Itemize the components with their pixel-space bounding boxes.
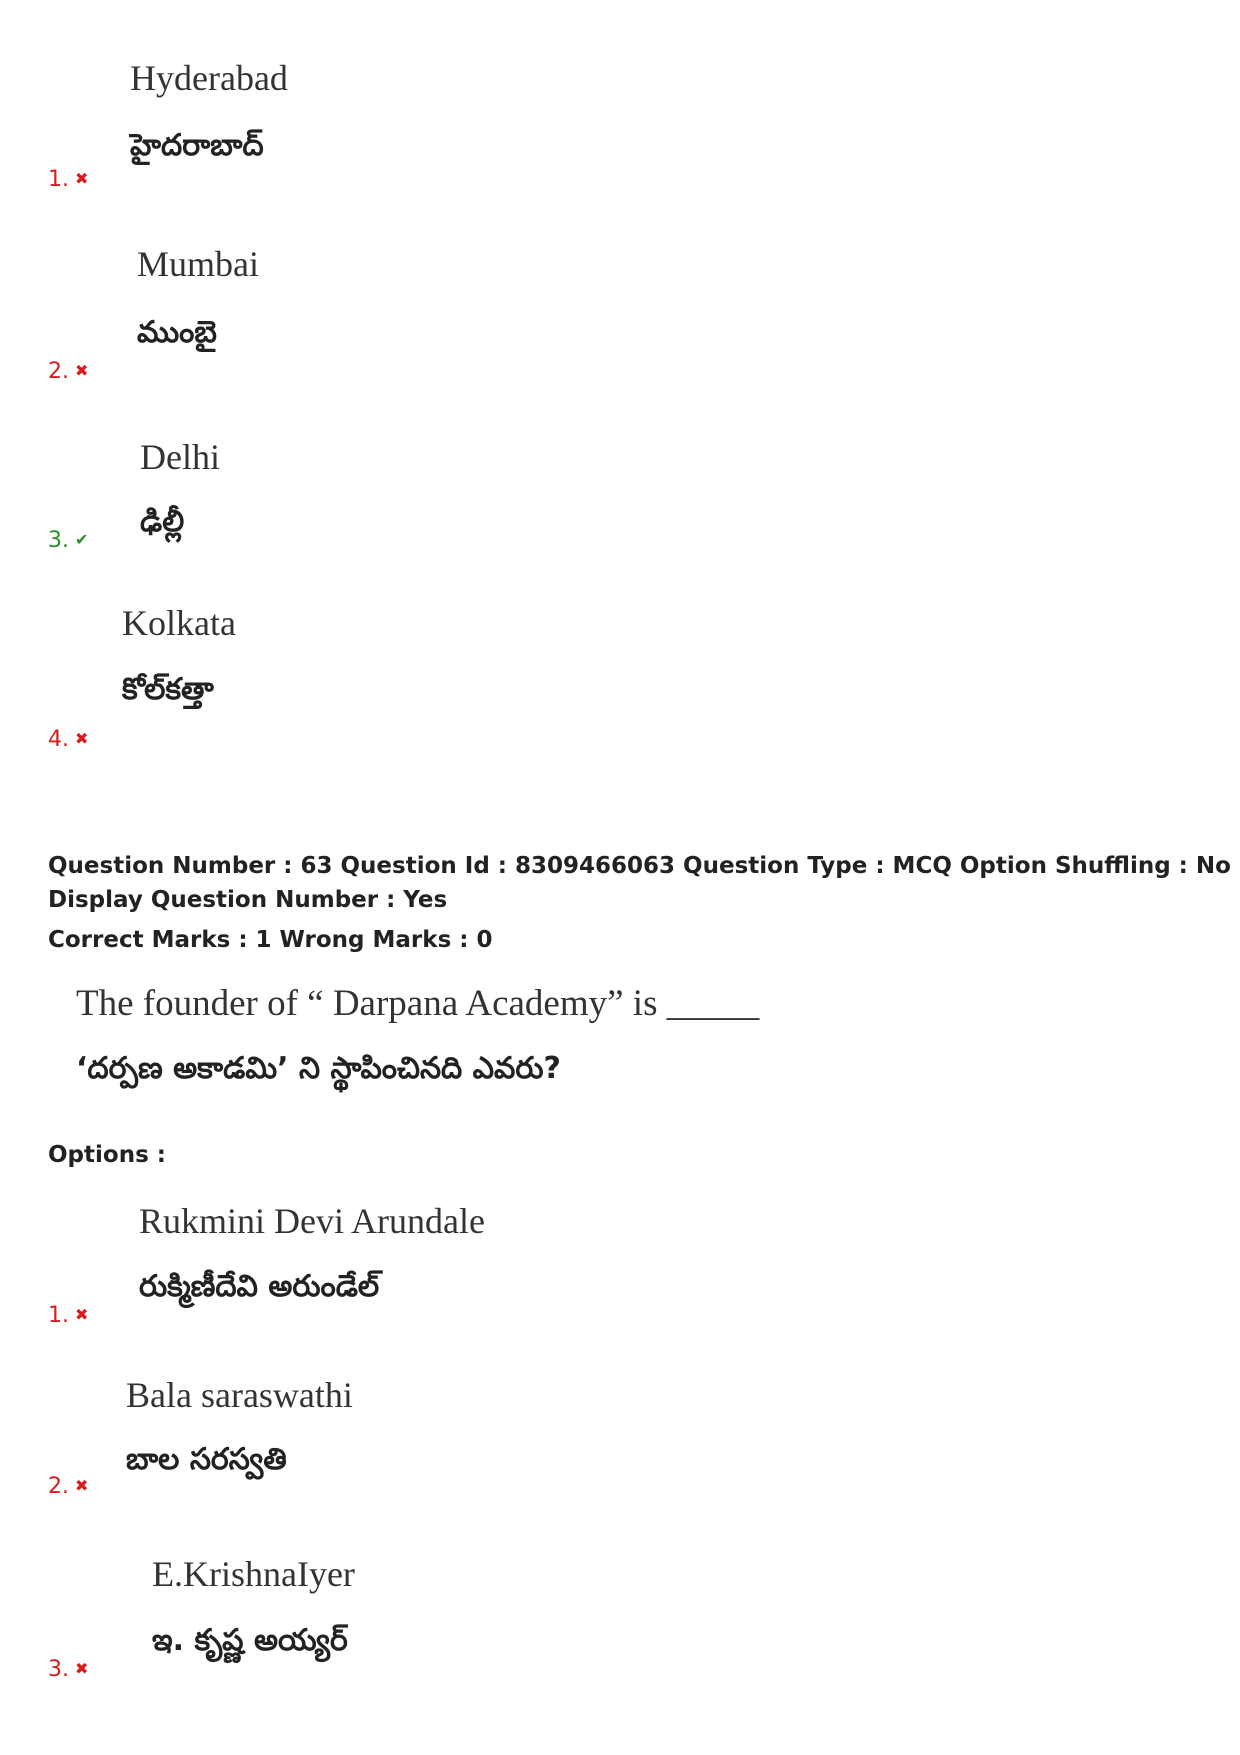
option-number bbox=[48, 1656, 88, 1683]
option-number-label: 4. bbox=[48, 727, 69, 752]
question-text-en: The founder of “ Darpana Academy” is _____ bbox=[76, 983, 760, 1024]
option-text-en: Bala saraswathi bbox=[126, 1375, 353, 1415]
cross-icon: ✖ bbox=[75, 1476, 89, 1495]
option-number-label: 1. bbox=[48, 167, 69, 192]
question-meta-line1: Question Number : 63 Question Id : 8309466063 Question Type : MCQ Option Shuffling : No bbox=[48, 853, 1231, 879]
option-text-te: కోల్‌కత్తా bbox=[122, 672, 214, 707]
question-text-te: ‘దర్పణ అకాడమి’ ని స్థాపించినది ఎవరు? bbox=[76, 1051, 561, 1086]
option-text-en: Kolkata bbox=[122, 603, 236, 643]
cross-icon: ✖ bbox=[75, 729, 89, 748]
option-text-te: రుక్మిణీదేవి అరుండేల్ bbox=[139, 1269, 380, 1304]
option-text-en: Hyderabad bbox=[130, 58, 288, 98]
check-icon: ✔ bbox=[75, 530, 89, 549]
cross-icon: ✖ bbox=[75, 1305, 89, 1324]
option-number bbox=[48, 166, 88, 193]
question-marks: Correct Marks : 1 Wrong Marks : 0 bbox=[48, 927, 493, 953]
option-number-label: 2. bbox=[48, 359, 69, 384]
option-text-en: Delhi bbox=[140, 437, 220, 477]
option-number-label: 1. bbox=[48, 1303, 69, 1328]
option-text-te: ఢిల్లీ bbox=[140, 504, 185, 539]
cross-icon: ✖ bbox=[75, 1659, 89, 1678]
cross-icon: ✖ bbox=[75, 169, 89, 188]
option-text-te: ముంబై bbox=[137, 315, 217, 350]
option-text-te: ఇ. కృష్ణ అయ్యర్ bbox=[152, 1623, 348, 1658]
option-number-label: 2. bbox=[48, 1474, 69, 1499]
option-text-en: Mumbai bbox=[137, 244, 259, 284]
option-text-en: Rukmini Devi Arundale bbox=[139, 1201, 485, 1241]
option-number bbox=[48, 726, 88, 753]
option-number-label: 3. bbox=[48, 1657, 69, 1682]
option-number bbox=[48, 527, 88, 554]
cross-icon: ✖ bbox=[75, 361, 89, 380]
option-text-te: బాల సరస్వతి bbox=[126, 1442, 287, 1477]
option-number bbox=[48, 1302, 88, 1329]
question-meta-line2: Display Question Number : Yes bbox=[48, 887, 448, 913]
option-number bbox=[48, 1473, 88, 1500]
option-text-te: హైదరాబాద్ bbox=[130, 128, 264, 163]
option-number bbox=[48, 358, 88, 385]
options-label: Options : bbox=[48, 1142, 166, 1168]
option-number-label: 3. bbox=[48, 528, 69, 553]
option-text-en: E.KrishnaIyer bbox=[152, 1554, 355, 1594]
